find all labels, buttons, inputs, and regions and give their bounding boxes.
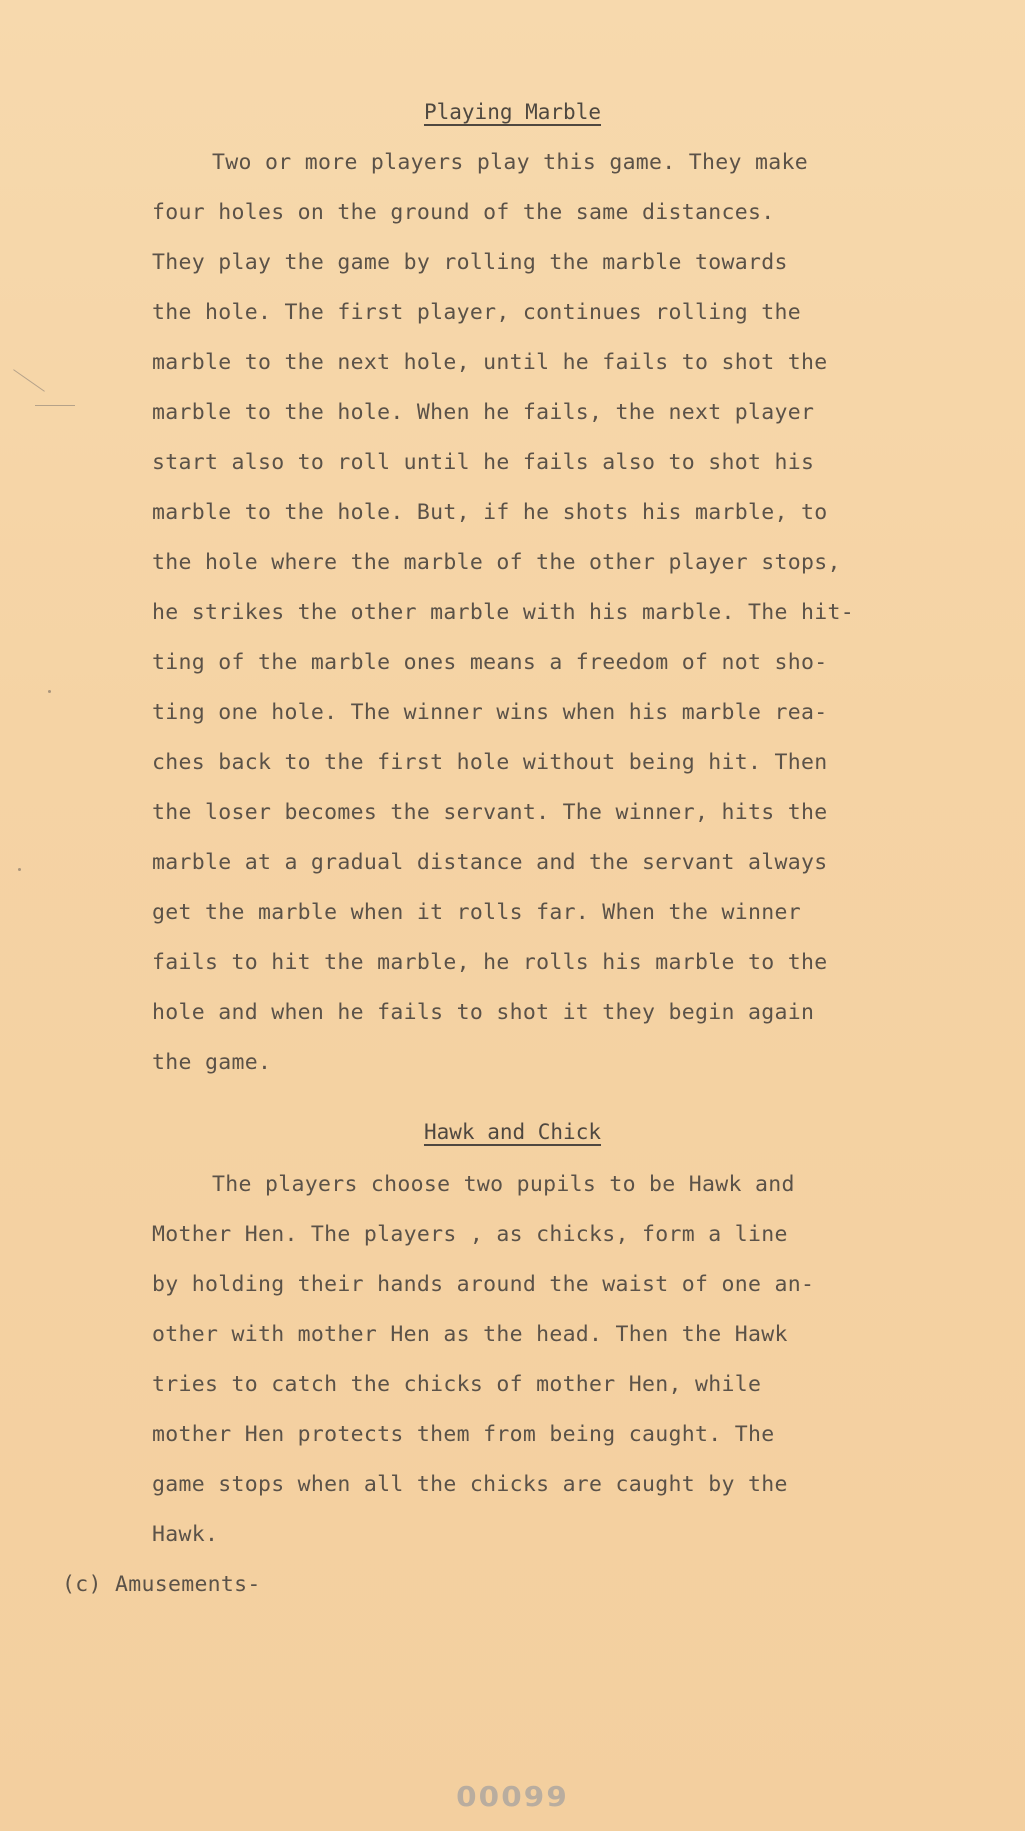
margin-tick (35, 405, 75, 406)
text-line: Two or more players play this game. They make (212, 150, 808, 175)
text-line: marble at a gradual distance and the servant always (152, 850, 828, 875)
section-title-hawk-and-chick: Hawk and Chick (423, 1120, 601, 1144)
subsection-heading-amusements: (c) Amusements- (62, 1572, 261, 1597)
text-line: hole and when he fails to shot it they begin again (152, 1000, 815, 1025)
text-line: the hole where the marble of the other player stops, (152, 550, 841, 575)
text-line: marble to the hole. When he fails, the next player (152, 400, 815, 425)
text-line: start also to roll until he fails also to shot his (152, 450, 815, 475)
text-line: he strikes the other marble with his marble. The hit- (152, 600, 854, 625)
text-line: ting of the marble ones means a freedom of not sho- (152, 650, 828, 675)
text-line: fails to hit the marble, he rolls his marble to the (152, 950, 828, 975)
page-stamp-number: 00099 (456, 1780, 569, 1813)
text-line: Hawk. (152, 1522, 219, 1547)
text-line: tries to catch the chicks of mother Hen, while (152, 1372, 762, 1397)
text-line: the game. (152, 1050, 272, 1075)
text-line: four holes on the ground of the same distances. (152, 200, 775, 225)
margin-tick (13, 369, 45, 392)
margin-dot (48, 690, 51, 693)
margin-dot (18, 868, 21, 871)
section-title-playing-marble: Playing Marble (423, 100, 601, 124)
text-line: by holding their hands around the waist of one an- (152, 1272, 815, 1297)
text-line: other with mother Hen as the head. Then the Hawk (152, 1322, 788, 1347)
text-line: the hole. The first player, continues rolling the (152, 300, 801, 325)
text-line: marble to the hole. But, if he shots his marble, to (152, 500, 828, 525)
text-line: get the marble when it rolls far. When the winner (152, 900, 801, 925)
text-line: game stops when all the chicks are caught by the (152, 1472, 788, 1497)
text-line: ches back to the first hole without being hit. Then (152, 750, 828, 775)
text-line: the loser becomes the servant. The winner, hits the (152, 800, 828, 825)
text-line: The players choose two pupils to be Hawk and (212, 1172, 795, 1197)
text-line: marble to the next hole, until he fails to shot the (152, 350, 828, 375)
text-line: Mother Hen. The players , as chicks, form a line (152, 1222, 788, 1247)
text-line: mother Hen protects them from being caught. The (152, 1422, 775, 1447)
text-line: ting one hole. The winner wins when his marble rea- (152, 700, 828, 725)
text-line: They play the game by rolling the marble towards (152, 250, 788, 275)
